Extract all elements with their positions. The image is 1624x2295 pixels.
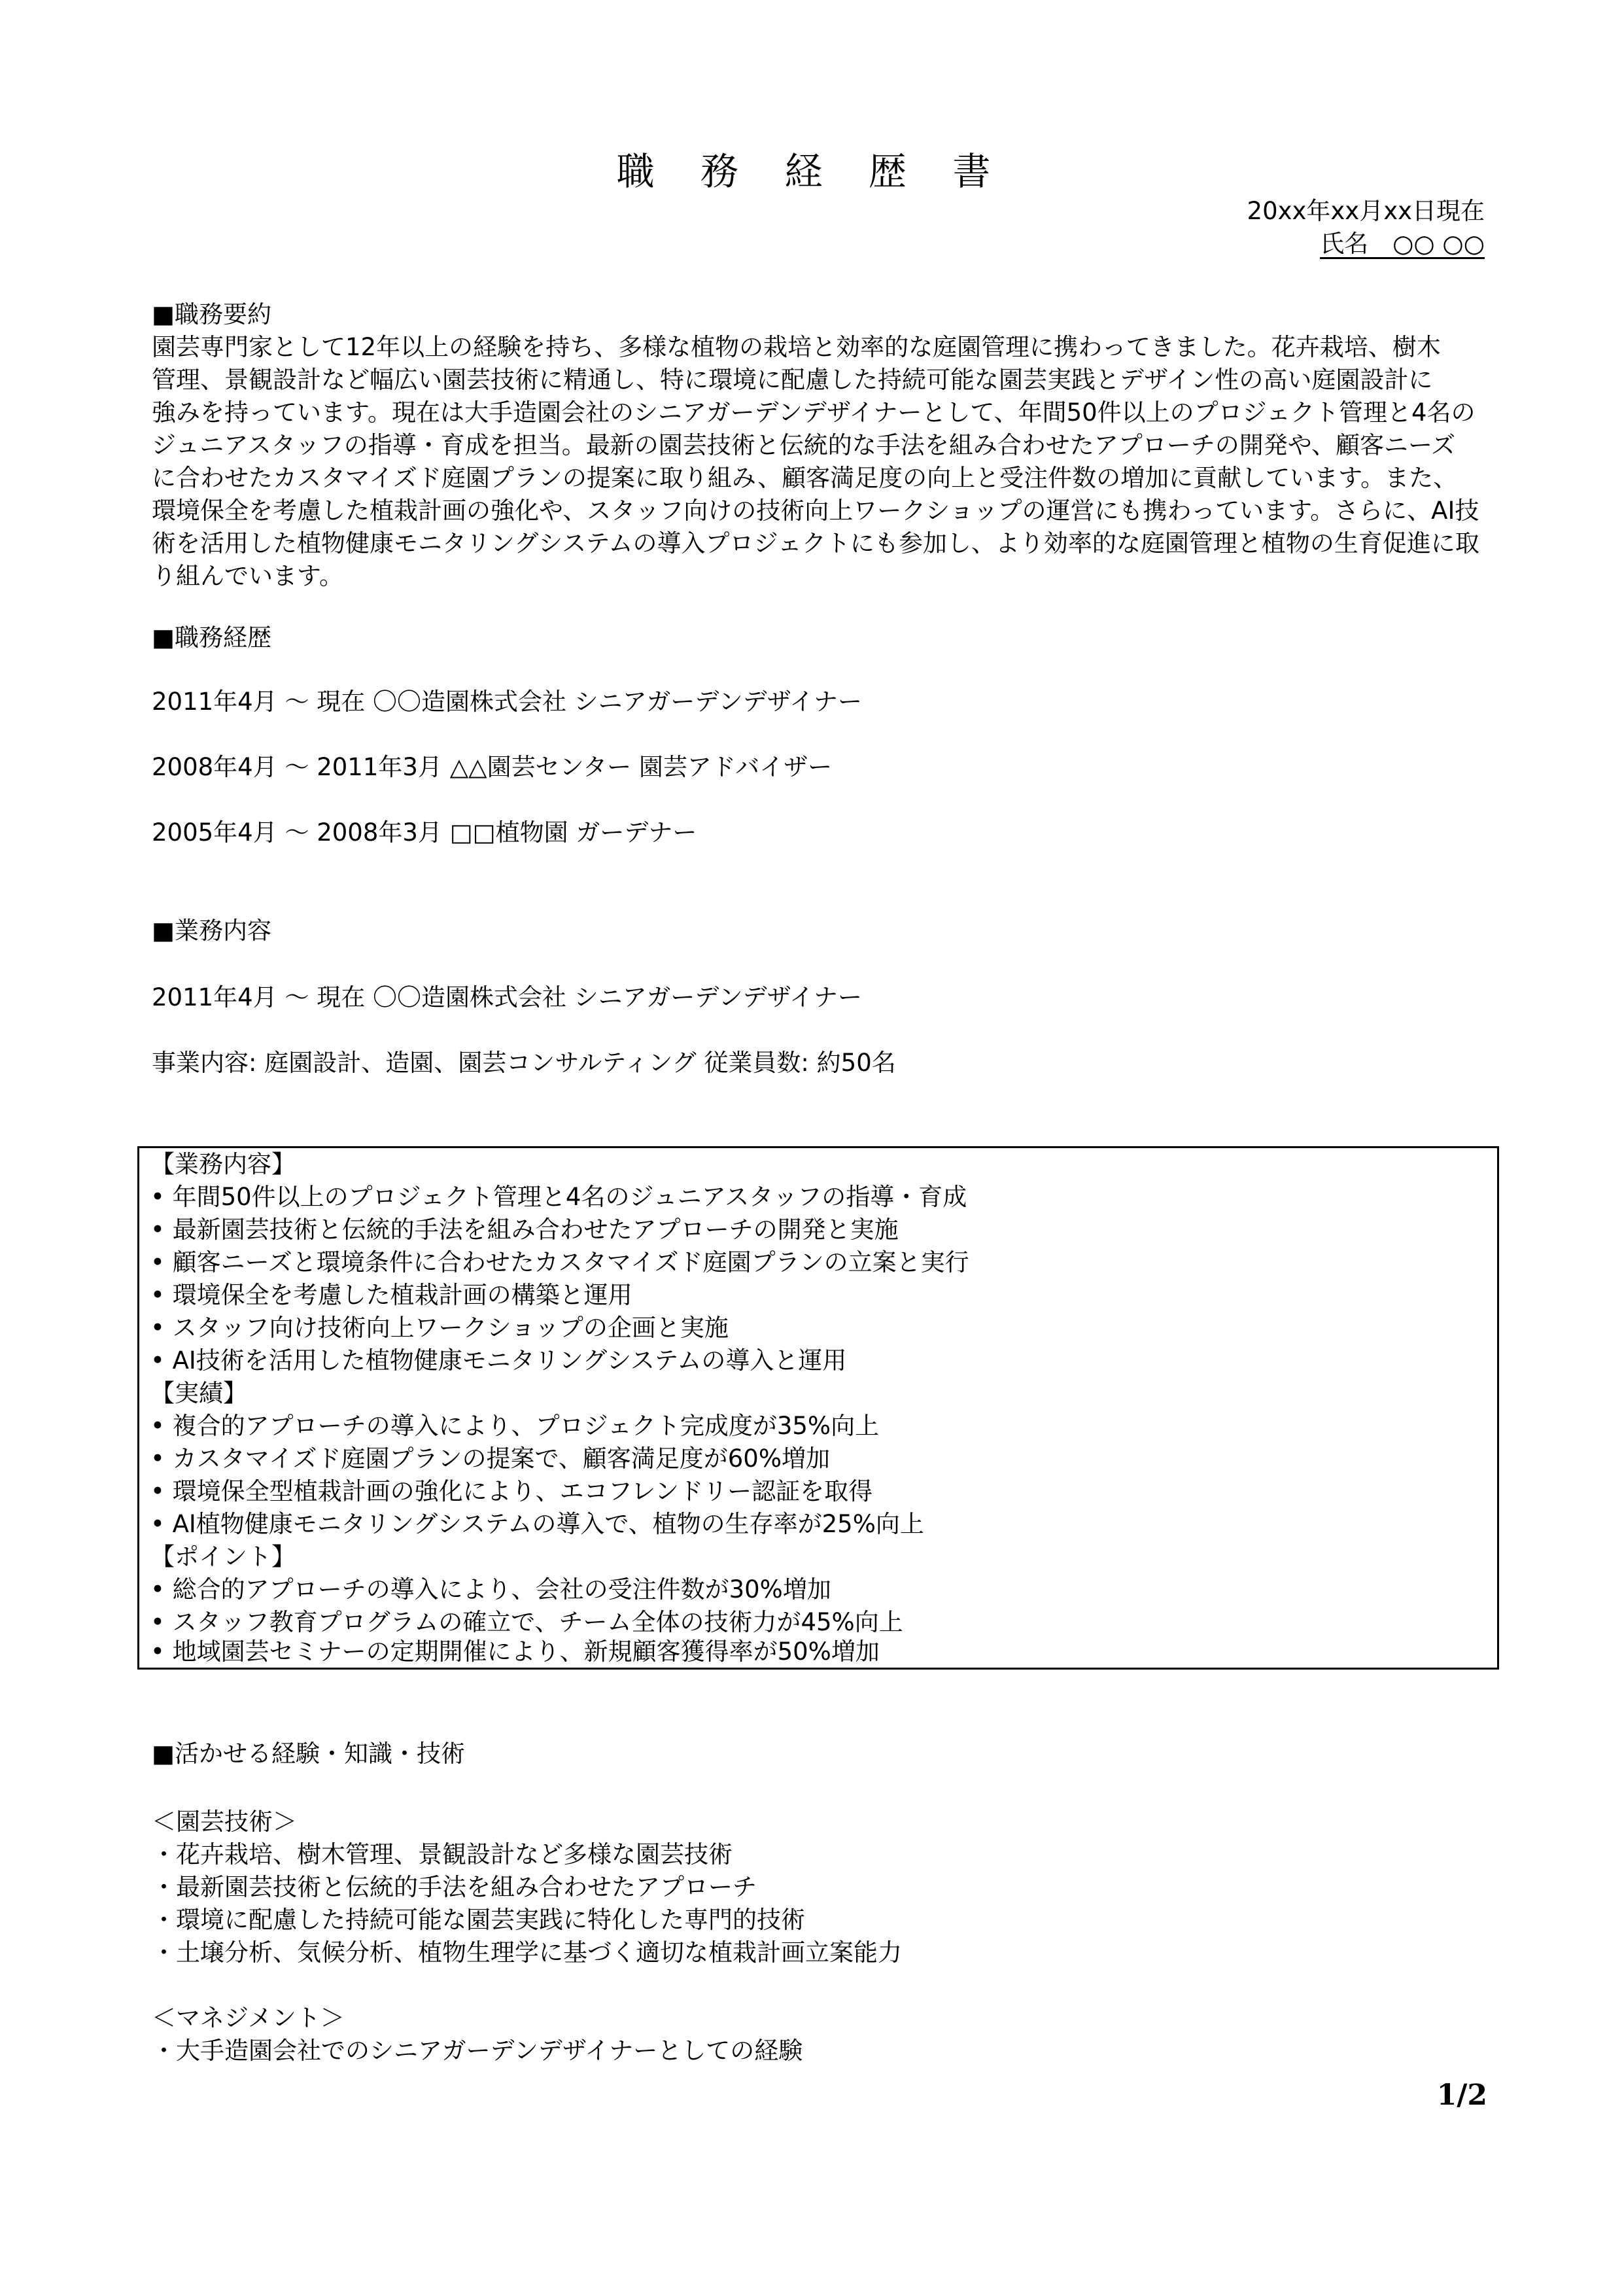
- summary-heading: ■職務要約: [152, 300, 271, 328]
- history-heading: ■職務経歴: [152, 623, 271, 652]
- duties-heading: ■業務内容: [152, 917, 271, 945]
- box-bullet: • 環境保全を考慮した植栽計画の構築と運用: [150, 1281, 632, 1309]
- horticulture-heading: ＜園芸技術＞: [152, 1808, 297, 1836]
- name-line: 氏名 ○○ ○○: [1320, 230, 1485, 258]
- skill-item: ・土壌分析、気候分析、植物生理学に基づく適切な植栽計画立案能力: [152, 1938, 902, 1967]
- history-entry: 2011年4月 ～ 現在 〇〇造園株式会社 シニアガーデンデザイナー: [152, 688, 863, 716]
- skill-item: ・環境に配慮した持続可能な園芸実践に特化した専門的技術: [152, 1906, 805, 1934]
- summary-line: に合わせたカスタマイズド庭園プランの提案に取り組み、顧客満足度の向上と受注件数の増加に貢献しています。また、: [152, 464, 1458, 492]
- summary-line: 強みを持っています。現在は大手造園会社のシニアガーデンデザイナーとして、年間50件以上のプロジェクト管理と4名の: [152, 398, 1476, 427]
- box-bullet: • AI技術を活用した植物健康モニタリングシステムの導入と運用: [150, 1346, 847, 1375]
- page-number: 1/2: [1436, 2078, 1487, 2112]
- duties-business-line: 事業内容: 庭園設計、造園、園芸コンサルティング 従業員数: 約50名: [152, 1049, 896, 1077]
- document-title: 職 務 経 歴 書: [616, 149, 1008, 194]
- box-bullet: • 複合的アプローチの導入により、プロジェクト完成度が35%向上: [150, 1412, 880, 1440]
- box-bullet: • 年間50件以上のプロジェクト管理と4名のジュニアスタッフの指導・育成: [150, 1183, 967, 1211]
- skill-item: ・花卉栽培、樹木管理、景観設計など多様な園芸技術: [152, 1840, 733, 1868]
- box-bullet: • 顧客ニーズと環境条件に合わせたカスタマイズド庭園プランの立案と実行: [150, 1248, 969, 1276]
- summary-line: 環境保全を考慮した植栽計画の強化や、スタッフ向けの技術向上ワークショップの運営にも携わっています。さらに、AI技: [152, 497, 1479, 525]
- box-section-label: 【ポイント】: [150, 1543, 296, 1571]
- history-entry: 2008年4月 ～ 2011年3月 △△園芸センター 園芸アドバイザー: [152, 753, 833, 781]
- box-bullet: • 最新園芸技術と伝統的手法を組み合わせたアプローチの開発と実施: [150, 1216, 899, 1244]
- summary-line: 園芸専門家として12年以上の経験を持ち、多様な植物の栽培と効率的な庭園管理に携わってきました。花卉栽培、樹木: [152, 333, 1441, 361]
- duties-box: [137, 1146, 1499, 1670]
- box-section-label: 【実績】: [150, 1379, 247, 1407]
- duties-company-line: 2011年4月 ～ 現在 〇〇造園株式会社 シニアガーデンデザイナー: [152, 983, 863, 1011]
- date-line: 20xx年xx月xx日現在: [1247, 197, 1485, 225]
- summary-line: り組んでいます。: [152, 562, 344, 590]
- summary-paragraph: [152, 331, 1489, 593]
- box-bullet: • AI植物健康モニタリングシステムの導入で、植物の生存率が25%向上: [150, 1510, 924, 1538]
- box-bullet: • 総合的アプローチの導入により、会社の受注件数が30%増加: [150, 1575, 831, 1603]
- skill-item: ・最新園芸技術と伝統的手法を組み合わせたアプローチ: [152, 1873, 757, 1901]
- summary-line: 管理、景観設計など幅広い園芸技術に精通し、特に環境に配慮した持続可能な園芸実践とデザイン性の高い庭園設計に: [152, 366, 1433, 394]
- box-bullet: • 地域園芸セミナーの定期開催により、新規顧客獲得率が50%増加: [150, 1638, 880, 1666]
- summary-line: ジュニアスタッフの指導・育成を担当。最新の園芸技術と伝統的な手法を組み合わせたアプローチの開発や、顧客ニーズ: [152, 431, 1456, 459]
- management-heading: ＜マネジメント＞: [152, 2004, 345, 2032]
- box-bullet: • スタッフ向け技術向上ワークショップの企画と実施: [150, 1314, 729, 1342]
- skills-heading: ■活かせる経験・知識・技術: [152, 1740, 465, 1768]
- summary-line: 術を活用した植物健康モニタリングシステムの導入プロジェクトにも参加し、より効率的な庭園管理と植物の生育促進に取: [152, 529, 1479, 557]
- box-bullet: • カスタマイズド庭園プランの提案で、顧客満足度が60%増加: [150, 1445, 830, 1473]
- skill-item: ・大手造園会社でのシニアガーデンデザイナーとしての経験: [152, 2037, 803, 2065]
- box-bullet: • 環境保全型植栽計画の強化により、エコフレンドリー認証を取得: [150, 1477, 873, 1505]
- history-entry: 2005年4月 ～ 2008年3月 □□植物園 ガーデナー: [152, 818, 697, 847]
- box-bullet: • スタッフ教育プログラムの確立で、チーム全体の技術力が45%向上: [150, 1608, 903, 1636]
- box-section-label: 【業務内容】: [150, 1150, 296, 1178]
